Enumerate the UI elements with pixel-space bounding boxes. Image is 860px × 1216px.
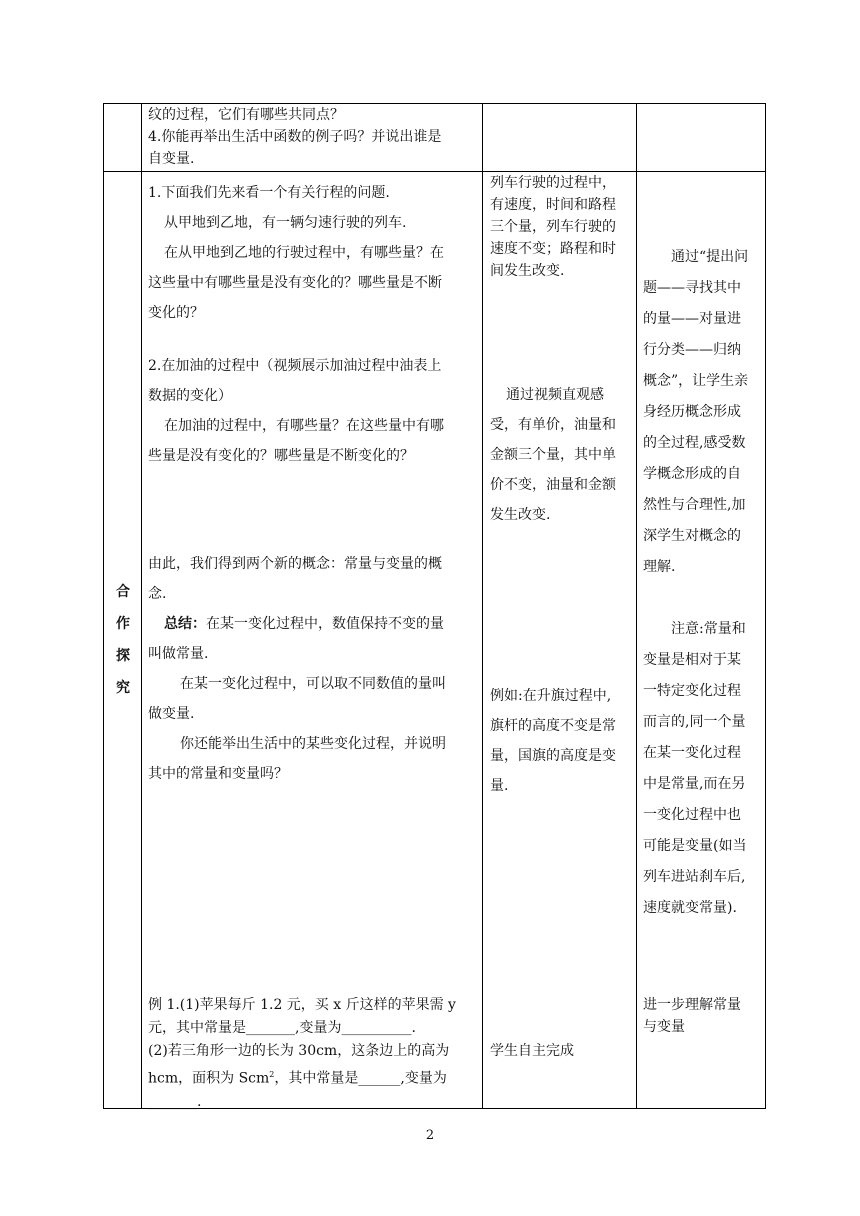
text-line: (2)若三角形一边的长为 30cm，这条边上的高为 bbox=[148, 1043, 450, 1059]
text-line: 量，国旗的高度是变 bbox=[490, 748, 616, 764]
text-line: 例如:在升旗过程中, bbox=[490, 688, 612, 704]
text-line: 行分类——归纳 bbox=[643, 342, 741, 358]
main-content-block-1 bbox=[148, 178, 444, 328]
text-line: 一变化过程中也 bbox=[643, 807, 741, 823]
text-line: 4.你能再举出生活中函数的例子吗？并说出谁是 bbox=[148, 129, 442, 145]
text-line: 念. bbox=[148, 586, 167, 602]
text-line: 1.下面我们先来看一个有关行程的问题. bbox=[148, 185, 390, 201]
section-label-char: 合 bbox=[116, 584, 130, 600]
text-line: 在某一变化过程 bbox=[643, 745, 741, 761]
text-line: 例 1.(1)苹果每斤 1.2 元，买 x 斤这样的苹果需 y bbox=[148, 997, 456, 1013]
text-line: 三个量，列车行驶的 bbox=[490, 219, 616, 235]
text-line: 间发生改变. bbox=[490, 263, 565, 279]
text-line: 金额三个量，其中单 bbox=[490, 447, 616, 463]
top-row-text bbox=[148, 104, 441, 170]
text-line: 理解. bbox=[643, 559, 676, 575]
text-line: 元，其中常量是_______,变量为__________. bbox=[148, 1020, 416, 1036]
text-fragment: hcm，面积为 Scm bbox=[148, 1070, 270, 1087]
text-line: 在加油的过程中，有哪些量？在这些量中有哪 bbox=[164, 418, 444, 434]
text-line: 在从甲地到乙地的行驶过程中，有哪些量？在 bbox=[164, 245, 444, 261]
text-line: 题——寻找其中 bbox=[643, 280, 741, 296]
text-line: 学生自主完成 bbox=[490, 1043, 574, 1059]
section-label-char: 探 bbox=[116, 648, 130, 664]
notes-block-4 bbox=[490, 1040, 574, 1062]
text-line: 通过“提出问 bbox=[671, 249, 749, 265]
text-line: 这些量中有哪些量是没有变化的？哪些量是不断 bbox=[148, 275, 442, 291]
text-line: 可能是变量(如当 bbox=[643, 838, 747, 854]
text-line: 的全过程,感受数 bbox=[643, 435, 746, 451]
text-line: 速度就变常量). bbox=[643, 900, 737, 916]
design-intent-block-3 bbox=[643, 994, 741, 1038]
column-divider-3 bbox=[636, 103, 637, 1109]
row-divider bbox=[103, 171, 766, 172]
text-line: 由此，我们得到两个新的概念：常量与变量的概 bbox=[148, 556, 442, 572]
text-line: 一特定变化过程 bbox=[643, 683, 741, 699]
text-line: _______. bbox=[148, 1093, 202, 1110]
notes-block-3 bbox=[490, 681, 616, 801]
text-line: 概念”，让学生亲 bbox=[643, 373, 749, 389]
text-line: 些量是没有变化的？哪些量是不断变化的？ bbox=[148, 448, 414, 464]
text-line: 而言的,同一个量 bbox=[643, 714, 746, 730]
example-block bbox=[148, 994, 456, 1114]
text-line: 变化的？ bbox=[148, 305, 204, 321]
text-line: 发生改变. bbox=[490, 507, 551, 523]
text-line: 中是常量,而在另 bbox=[643, 776, 746, 792]
notes-block-1 bbox=[490, 172, 616, 282]
text-line: 纹的过程，它们有哪些共同点？ bbox=[148, 107, 344, 123]
text-line: 列车进站刹车后, bbox=[643, 869, 746, 885]
section-label-char: 作 bbox=[116, 616, 130, 632]
text-line: 做变量. bbox=[148, 706, 195, 722]
design-intent-block-2 bbox=[643, 614, 746, 924]
text-line: 你还能举出生活中的某些变化过程，并说明 bbox=[180, 736, 446, 752]
text-line: 学概念形成的自 bbox=[643, 466, 741, 482]
text-line: 进一步理解常量 bbox=[643, 997, 741, 1013]
text-line: 有速度，时间和路程 bbox=[490, 197, 616, 213]
section-label-char: 究 bbox=[116, 680, 130, 696]
summary-text: 在某一变化过程中，数值保持不变的量 bbox=[206, 616, 444, 632]
text-line: 深学生对概念的 bbox=[643, 528, 741, 544]
text-line: 旗杆的高度不变是常 bbox=[490, 718, 616, 734]
text-line: 价不变，油量和金额 bbox=[490, 477, 616, 493]
text-line: 受，有单价，油量和 bbox=[490, 417, 616, 433]
main-content-block-2 bbox=[148, 351, 444, 471]
summary-line bbox=[148, 609, 446, 639]
text-line: 然性与合理性,加 bbox=[643, 497, 746, 513]
page-number: 2 bbox=[425, 1128, 435, 1143]
text-line bbox=[148, 1063, 456, 1091]
text-line: 自变量. bbox=[148, 151, 195, 167]
notes-block-2 bbox=[490, 380, 616, 530]
table-right-border bbox=[765, 103, 766, 1109]
text-line: 其中的常量和变量吗？ bbox=[148, 766, 288, 782]
design-intent-block-1 bbox=[643, 242, 748, 583]
text-line: 2.在加油的过程中（视频展示加油过程中油表上 bbox=[148, 358, 442, 374]
summary-label: 总结： bbox=[164, 616, 206, 632]
column-divider-2 bbox=[482, 103, 483, 1109]
text-fragment: ，其中常量是______,变量为 bbox=[274, 1070, 447, 1087]
text-line: 与变量 bbox=[643, 1019, 685, 1035]
text-line: 数据的变化） bbox=[148, 388, 232, 404]
text-line: 量. bbox=[490, 778, 509, 794]
text-line: 变量是相对于某 bbox=[643, 652, 741, 668]
column-divider-1 bbox=[141, 103, 142, 1109]
text-line: 从甲地到乙地，有一辆匀速行驶的列车. bbox=[164, 215, 407, 231]
text-line: 在某一变化过程中，可以取不同数值的量叫 bbox=[180, 676, 446, 692]
text-line: 列车行驶的过程中， bbox=[490, 175, 616, 191]
main-content-block-3 bbox=[148, 549, 446, 789]
text-line: 速度不变；路程和时 bbox=[490, 241, 616, 257]
table-left-border bbox=[103, 103, 104, 1109]
text-line: 注意:常量和 bbox=[671, 621, 746, 637]
text-line: 通过视频直观感 bbox=[506, 387, 604, 403]
text-line: 身经历概念形成 bbox=[643, 404, 741, 420]
superscript: 2 bbox=[269, 1070, 275, 1079]
text-line: 叫做常量. bbox=[148, 646, 209, 662]
text-line: 的量——对量进 bbox=[643, 311, 741, 327]
